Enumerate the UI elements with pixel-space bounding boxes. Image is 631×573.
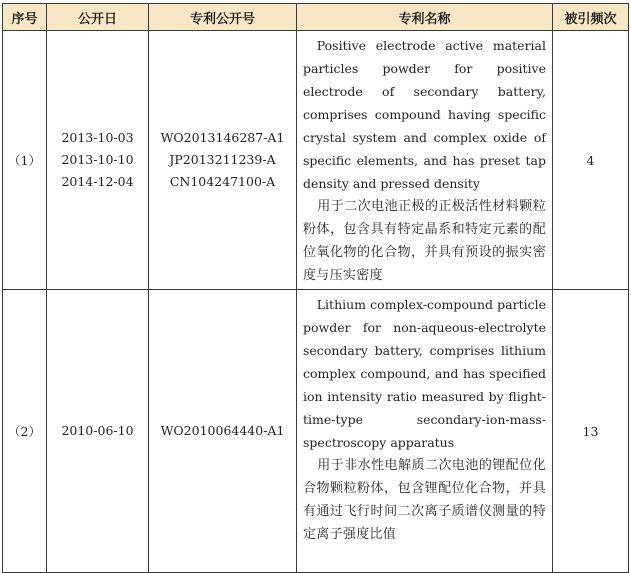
pub-date: 2014-12-04 — [61, 174, 134, 189]
table-row — [3, 290, 629, 573]
pub-number: WO2013146287-A1 — [160, 130, 285, 145]
pub-date: 2010-06-10 — [61, 423, 134, 438]
pub-date: 2013-10-03 — [61, 130, 134, 145]
cited-cell: 4 — [553, 31, 629, 290]
pub-number: CN104247100-A — [169, 174, 276, 189]
header-cited: 被引频次 — [553, 4, 629, 31]
header-row — [3, 4, 629, 31]
header-seq: 序号 — [3, 4, 47, 31]
table-row — [3, 31, 629, 290]
pub-no-cell — [149, 31, 297, 290]
pub-date: 2013-10-10 — [61, 152, 134, 167]
patent-table — [2, 3, 629, 573]
title-english: Lithium complex-compound particle powder for non-aqueous-electrolyte secondary battery, comprises lithium complex compound, and has specified ion intensity ratio measured by flight-time-type secondary-ion-mass-spectroscopy apparatus — [303, 297, 546, 450]
title-cell — [297, 290, 553, 573]
header-title: 专利名称 — [297, 4, 553, 31]
cited-cell: 13 — [553, 290, 629, 573]
title-chinese: 用于二次电池正极的正极活性材料颗粒粉体，包含具有特定晶系和特定元素的配位氧化物的化合物，并具有预设的振实密度与压实密度 — [303, 199, 546, 283]
title-cell — [297, 31, 553, 290]
pub-date-cell — [47, 31, 149, 290]
header-pub-date: 公开日 — [47, 4, 149, 31]
title-english: Positive electrode active material particles powder for positive electrode of secondary battery, comprises compound having specific crystal system and complex oxide of specific elements, and has preset tap density and pressed density — [303, 38, 546, 191]
seq-cell: （1） — [3, 31, 47, 290]
pub-date-cell — [47, 290, 149, 573]
pub-no-cell — [149, 290, 297, 573]
header-pub-no: 专利公开号 — [149, 4, 297, 31]
pub-number: JP2013211239-A — [169, 152, 276, 167]
pub-number: WO2010064440-A1 — [160, 423, 285, 438]
title-chinese: 用于非水性电解质二次电池的锂配位化合物颗粒粉体，包含锂配位化合物，并具有通过飞行时间二次离子质谱仪测量的特定离子强度比值 — [303, 458, 546, 542]
seq-cell: （2） — [3, 290, 47, 573]
